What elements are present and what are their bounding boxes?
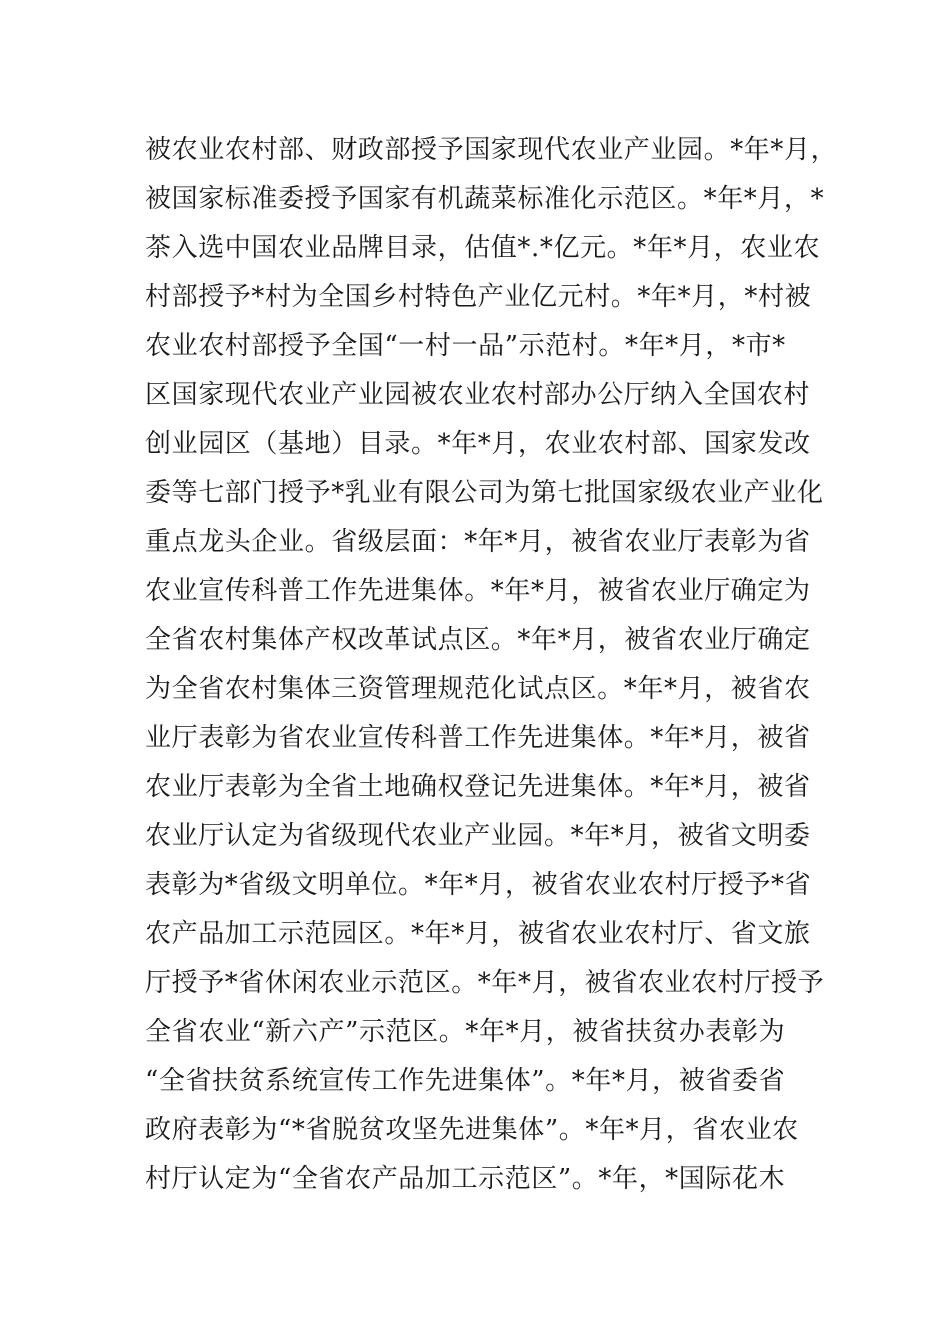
text-line-21: 政府表彰为“*省脱贫攻坚先进集体”。*年*月，省农业农 — [145, 1115, 799, 1145]
text-line-7: 创业园区（基地）目录。*年*月，农业农村部、国家发改 — [145, 429, 811, 459]
text-line-5: 农业农村部授予全国“一村一品”示范村。*年*月，*市* — [145, 331, 786, 361]
text-line-6: 区国家现代农业产业园被农业农村部办公厅纳入全国农村 — [145, 380, 811, 410]
text-line-3: 茶入选中国农业品牌目录，估值*.*亿元。*年*月，农业农 — [145, 233, 821, 263]
text-line-15: 农业厅认定为省级现代农业产业园。*年*月，被省文明委 — [145, 821, 811, 851]
text-line-4: 村部授予*村为全国乡村特色产业亿元村。*年*月，*村被 — [145, 282, 812, 312]
text-line-2: 被国家标准委授予国家有机蔬菜标准化示范区。*年*月，* — [145, 184, 825, 214]
text-line-19: 全省农业“新六产”示范区。*年*月，被省扶贫办表彰为 — [145, 1017, 786, 1047]
text-line-18: 厅授予*省休闲农业示范区。*年*月，被省农业农村厅授予 — [145, 968, 825, 998]
text-line-11: 全省农村集体产权改革试点区。*年*月，被省农业厅确定 — [145, 625, 811, 655]
text-line-13: 业厅表彰为省农业宣传科普工作先进集体。*年*月，被省 — [145, 723, 811, 753]
text-line-12: 为全省农村集体三资管理规范化试点区。*年*月，被省农 — [145, 674, 811, 704]
text-line-22: 村厅认定为“全省农产品加工示范区”。*年，*国际花木 — [145, 1164, 786, 1194]
text-line-8: 委等七部门授予*乳业有限公司为第七批国家级农业产业化 — [145, 478, 824, 508]
text-line-16: 表彰为*省级文明单位。*年*月，被省农业农村厅授予*省 — [145, 870, 812, 900]
text-line-17: 农产品加工示范园区。*年*月，被省农业农村厅、省文旅 — [145, 919, 811, 949]
text-line-9: 重点龙头企业。省级层面：*年*月，被省农业厅表彰为省 — [145, 527, 811, 557]
text-line-14: 农业厅表彰为全省土地确权登记先进集体。*年*月，被省 — [145, 772, 811, 802]
text-line-1: 被农业农村部、财政部授予国家现代农业产业园。*年*月， — [145, 135, 838, 165]
text-line-10: 农业宣传科普工作先进集体。*年*月，被省农业厅确定为 — [145, 576, 811, 606]
text-line-20: “全省扶贫系统宣传工作先进集体”。*年*月，被省委省 — [145, 1066, 786, 1096]
body-text — [145, 126, 838, 1204]
